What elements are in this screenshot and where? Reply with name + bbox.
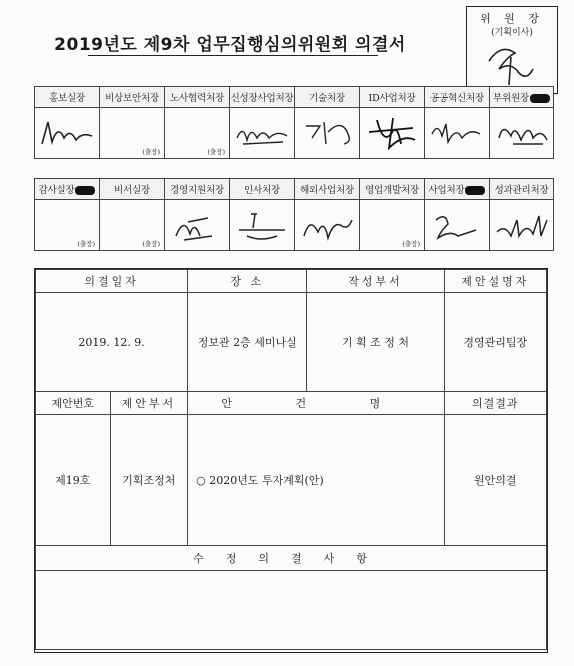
signature-cell	[425, 200, 490, 251]
signer-title: 비상보안처장	[100, 87, 165, 108]
document-title: 2019년도 제9차 업무집행심의위원회 의결서	[54, 35, 406, 55]
signature-cell	[230, 200, 295, 251]
signature	[428, 114, 486, 150]
absence-note: (출장)	[142, 148, 160, 156]
signature-cell	[165, 200, 230, 251]
chair-approval-box	[466, 6, 558, 94]
signature	[233, 206, 291, 246]
resolution-result: 원안의결	[444, 415, 546, 546]
signature	[428, 206, 486, 246]
signer-title: 비서실장	[100, 179, 165, 200]
signature-cell	[100, 200, 165, 251]
absence-note: (출장)	[402, 240, 420, 248]
signer-title: 기술처장	[295, 87, 360, 108]
presenter: 경영관리팀장	[444, 293, 546, 392]
absence-note: (출장)	[142, 240, 160, 248]
signature-cell	[295, 108, 360, 159]
dept-header: 작성부서	[307, 270, 444, 293]
signer-title: 홍보실장	[35, 87, 100, 108]
signature-cell	[230, 108, 295, 159]
signer-title: 신성장사업처장	[230, 87, 295, 108]
redaction-mark	[75, 186, 95, 195]
proposal-no: 제19호	[36, 415, 111, 546]
signature-table-row2	[34, 178, 554, 251]
signer-title: 부위원장	[490, 87, 554, 108]
signer-title: 영업개발처장	[360, 179, 425, 200]
signature-cell	[490, 200, 554, 251]
signature	[233, 114, 291, 150]
absence-note: (출장)	[207, 148, 225, 156]
signature	[493, 206, 551, 246]
amendment-content	[36, 571, 547, 650]
resolution-table	[34, 268, 548, 653]
signature	[493, 114, 551, 150]
signature-cell	[100, 108, 165, 159]
signer-title: ID사업처장	[360, 87, 425, 108]
chair-heading: 위 원 장	[480, 12, 544, 25]
amendment-header: 수정의결사항	[36, 546, 547, 571]
signer-title: 해외사업처장	[295, 179, 360, 200]
redaction-mark	[465, 186, 485, 195]
proposing-dept-header: 제안부서	[110, 392, 188, 415]
signature-cell	[295, 200, 360, 251]
result-header: 의결결과	[444, 392, 546, 415]
signature-cell	[35, 200, 100, 251]
signer-title: 사업처장	[425, 179, 490, 200]
signature	[168, 206, 226, 246]
chair-signature	[481, 39, 543, 89]
resolution-date: 2019. 12. 9.	[36, 293, 188, 392]
presenter-header: 제안설명자	[444, 270, 546, 293]
meeting-place: 정보관 2층 세미나실	[188, 293, 307, 392]
place-header: 장 소	[188, 270, 307, 293]
signer-title: 경영지원처장	[165, 179, 230, 200]
signature	[298, 114, 356, 150]
signature-cell	[35, 108, 100, 159]
signer-title: 노사협력처장	[165, 87, 230, 108]
drafting-dept: 기 획 조 정 처	[307, 293, 444, 392]
date-header: 의결일자	[36, 270, 188, 293]
signature-cell	[425, 108, 490, 159]
signer-title: 인사처장	[230, 179, 295, 200]
signer-title: 공공혁신처장	[425, 87, 490, 108]
title-underline	[88, 55, 378, 56]
signature-cell	[490, 108, 554, 159]
chair-subheading: (기획이사)	[491, 28, 533, 38]
signature	[38, 114, 96, 150]
proposing-dept: 기획조정처	[110, 415, 188, 546]
proposal-no-header: 제안번호	[36, 392, 111, 415]
signature	[298, 206, 356, 246]
signature-cell	[360, 108, 425, 159]
agenda-item: ○ 2020년도 투자계획(안)	[188, 415, 444, 546]
signature	[363, 114, 421, 150]
signature-cell	[165, 108, 230, 159]
redaction-mark	[530, 94, 550, 103]
signer-title: 성과관리처장	[490, 179, 554, 200]
agenda-header: 안 건 명	[188, 392, 444, 415]
signature-table-row1	[34, 86, 554, 159]
signature-cell	[360, 200, 425, 251]
signer-title: 감사실장	[35, 179, 100, 200]
absence-note: (출장)	[77, 240, 95, 248]
